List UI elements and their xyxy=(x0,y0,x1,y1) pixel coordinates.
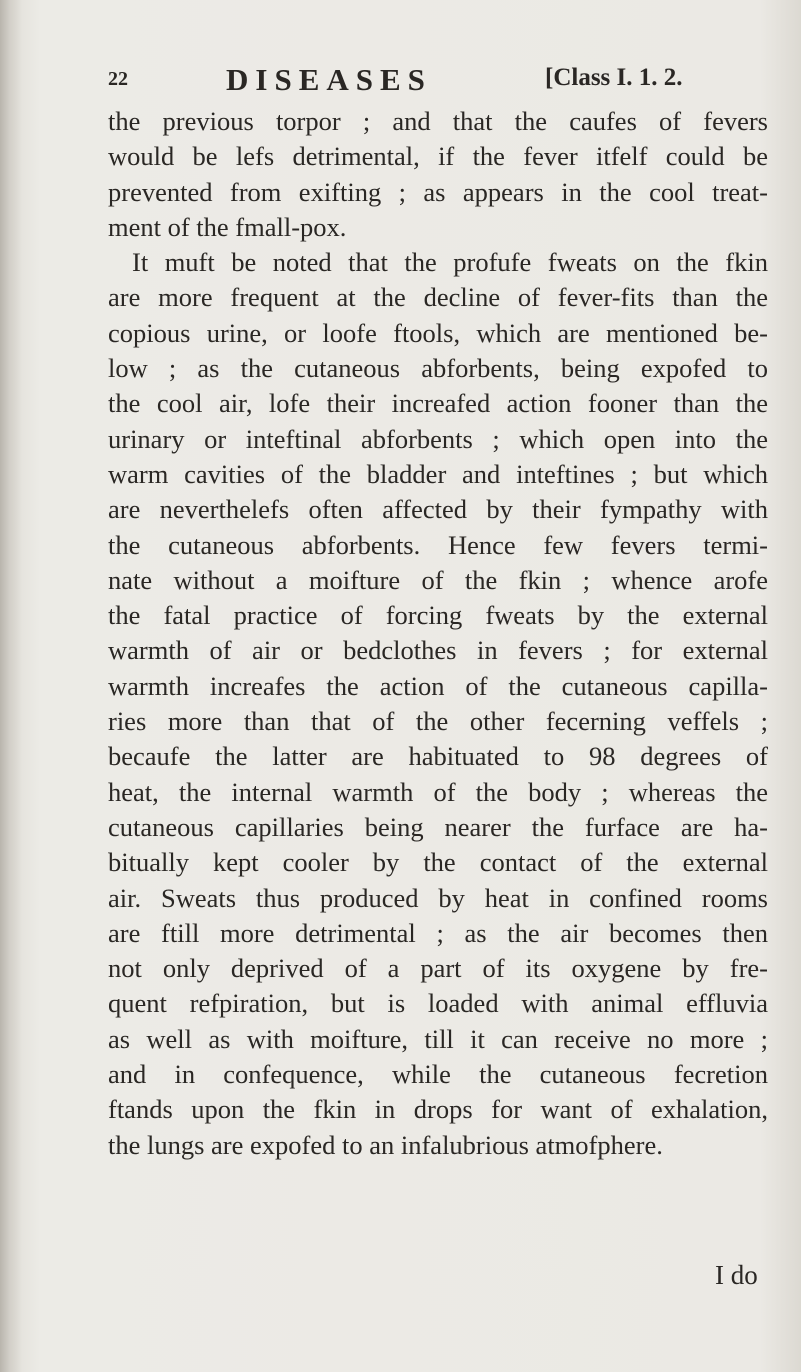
class-reference: [Class I. 1. 2. xyxy=(545,64,683,91)
text-line: would be lefs detrimental, if the fever itfelf could be xyxy=(108,141,768,172)
catchword: I do xyxy=(715,1260,758,1290)
text-line: the previous torpor ; and that the caufes of fevers xyxy=(108,106,768,136)
text-line: are more frequent at the decline of fever-fits than the xyxy=(108,282,768,313)
text-line: urinary or inteftinal abforbents ; which open into the xyxy=(108,423,768,454)
text-line: not only deprived of a part of its oxygene by fre- xyxy=(108,953,768,984)
text-line: quent refpiration, but is loaded with animal effluvia xyxy=(108,988,768,1019)
text-line: and in confequence, while the cutaneous fecretion xyxy=(108,1059,768,1090)
body-text xyxy=(108,104,768,1163)
text-line: the cool air, lofe their increafed action fooner than the xyxy=(108,388,768,419)
text-line: nate without a moifture of the fkin ; whence arofe xyxy=(108,564,768,595)
text-line: the lungs are expofed to an infalubrious atmofphere. xyxy=(108,1129,663,1160)
text-line: copious urine, or loofe ftools, which are mentioned be- xyxy=(108,317,768,348)
text-line: are ftill more detrimental ; as the air becomes then xyxy=(108,917,768,948)
paragraph-first-line: It muft be noted that the profufe fweats on the fkin xyxy=(132,247,768,278)
running-title: DISEASES xyxy=(226,62,432,97)
binding-gutter xyxy=(0,0,22,1372)
text-line: low ; as the cutaneous abforbents, being expofed to xyxy=(108,353,768,384)
text-line: are neverthelefs often affected by their fympathy with xyxy=(108,494,768,525)
text-line: ftands upon the fkin in drops for want of exhalation, xyxy=(108,1094,768,1125)
text-line: heat, the internal warmth of the body ; whereas the xyxy=(108,776,768,807)
text-line: as well as with moifture, till it can receive no more ; xyxy=(108,1023,768,1054)
running-head xyxy=(108,62,768,98)
text-line: warm cavities of the bladder and inteftines ; but which xyxy=(108,458,768,489)
text-line: warmth of air or bedclothes in fevers ; for external xyxy=(108,635,768,666)
text-line: air. Sweats thus produced by heat in confined rooms xyxy=(108,882,768,913)
text-line: cutaneous capillaries being nearer the furface are ha- xyxy=(108,811,768,842)
text-line: ment of the fmall-pox. xyxy=(108,211,347,242)
text-line: prevented from exifting ; as appears in the cool treat- xyxy=(108,176,768,207)
page-number: 22 xyxy=(108,68,128,90)
text-line: bitually kept cooler by the contact of the external xyxy=(108,847,768,878)
text-line: the fatal practice of forcing fweats by the external xyxy=(108,600,768,631)
text-line: the cutaneous abforbents. Hence few fevers termi- xyxy=(108,529,768,560)
text-line: becaufe the latter are habituated to 98 degrees of xyxy=(108,741,768,772)
text-line: warmth increafes the action of the cutaneous capilla- xyxy=(108,670,768,701)
text-line: ries more than that of the other fecerning veffels ; xyxy=(108,706,768,737)
